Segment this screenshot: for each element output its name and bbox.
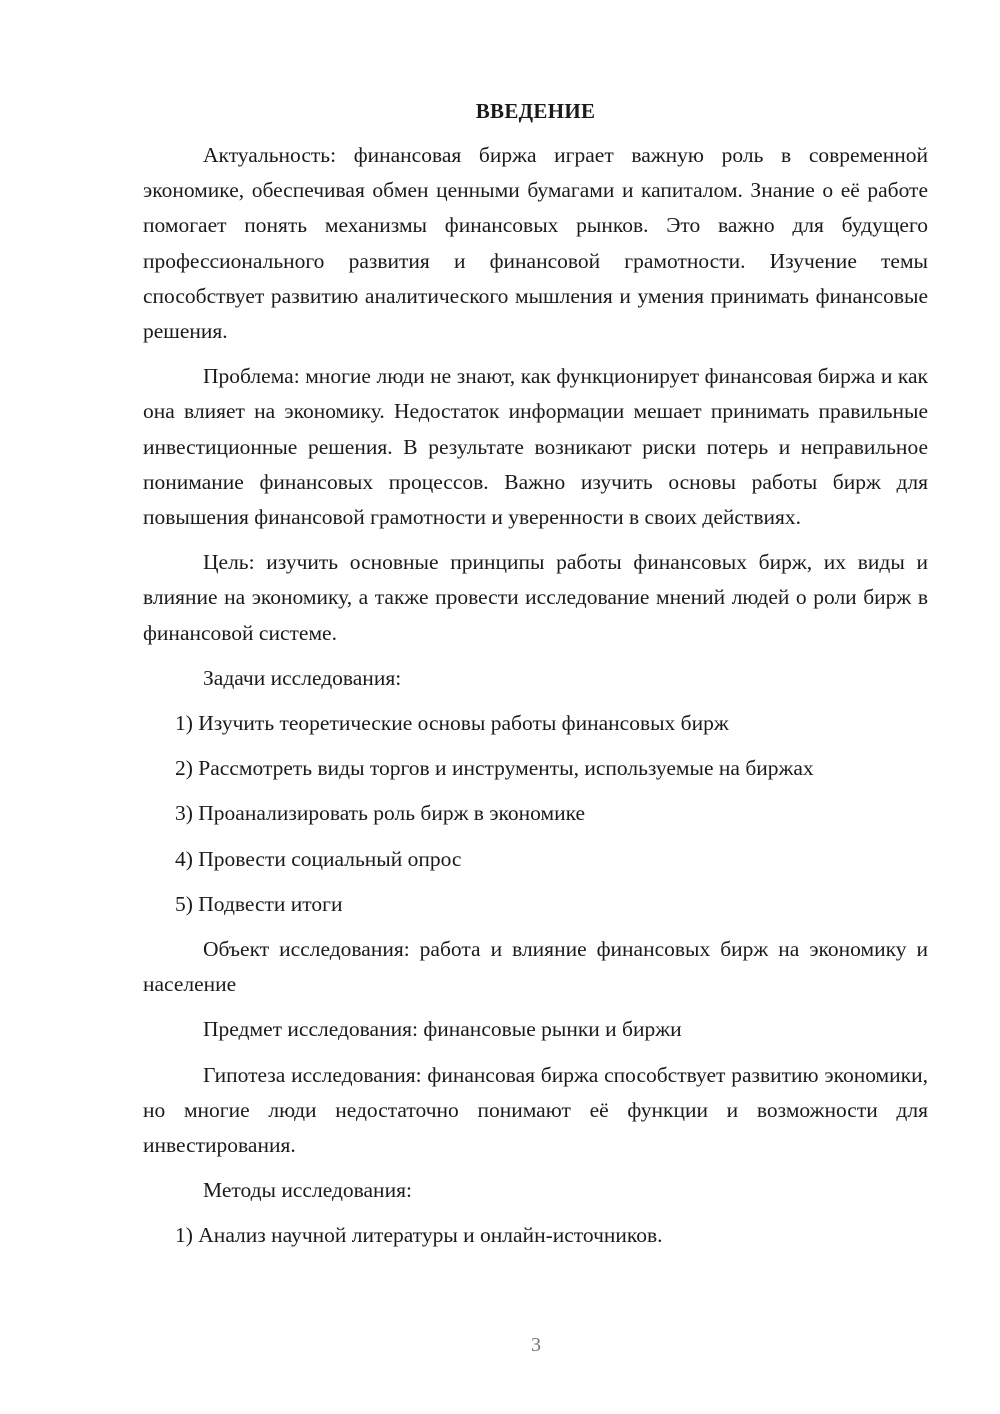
- hypothesis-paragraph: Гипотеза исследования: финансовая биржа способствует развитию экономики, но многие люди недостаточно понимают её функции и возможности для инвестирования.: [143, 1062, 928, 1158]
- problem-paragraph: Проблема: многие люди не знают, как функционирует финансовая биржа и как она влияет на экономику. Недостаток информации мешает принимать правильные инвестиционные решения. В результате возникают риски потерь и неправильное понимание финансовых процессов. Важно изучить основы работы бирж для повышения финансовой грамотности и уверенности в своих действиях.: [143, 364, 928, 530]
- page-number: 3: [531, 1334, 541, 1356]
- methods-heading: Методы исследования:: [203, 1178, 412, 1203]
- task-item: 3) Проанализировать роль бирж в экономике: [175, 801, 586, 826]
- tasks-heading: Задачи исследования:: [203, 665, 402, 690]
- subject-paragraph: Предмет исследования: финансовые рынки и биржи: [203, 1017, 682, 1042]
- goal-paragraph: Цель: изучить основные принципы работы финансовых бирж, их виды и влияние на экономику, а также провести исследование мнений людей о роли бирж в финансовой системе.: [143, 550, 928, 645]
- task-item: 2) Рассмотреть виды торгов и инструменты, используемые на биржах: [175, 756, 814, 781]
- method-item: 1) Анализ научной литературы и онлайн-источников.: [175, 1223, 663, 1248]
- document-page: [143, 96, 928, 1264]
- task-item: 4) Провести социальный опрос: [175, 846, 462, 871]
- page-title: ВВЕДЕНИЕ: [475, 99, 596, 123]
- relevance-paragraph: Актуальность: финансовая биржа играет важную роль в современной экономике, обеспечивая обмен ценными бумагами и капиталом. Знание о её работе помогает понять механизмы финансовых рынков. Это важно для будущего профессионального развития и финансовой грамотности. Изучение темы способствует развитию аналитического мышления и умения принимать финансовые решения.: [143, 143, 928, 344]
- object-paragraph: Объект исследования: работа и влияние финансовых бирж на экономику и население: [143, 937, 928, 997]
- task-item: 5) Подвести итоги: [175, 891, 343, 916]
- task-item: 1) Изучить теоретические основы работы финансовых бирж: [175, 711, 729, 736]
